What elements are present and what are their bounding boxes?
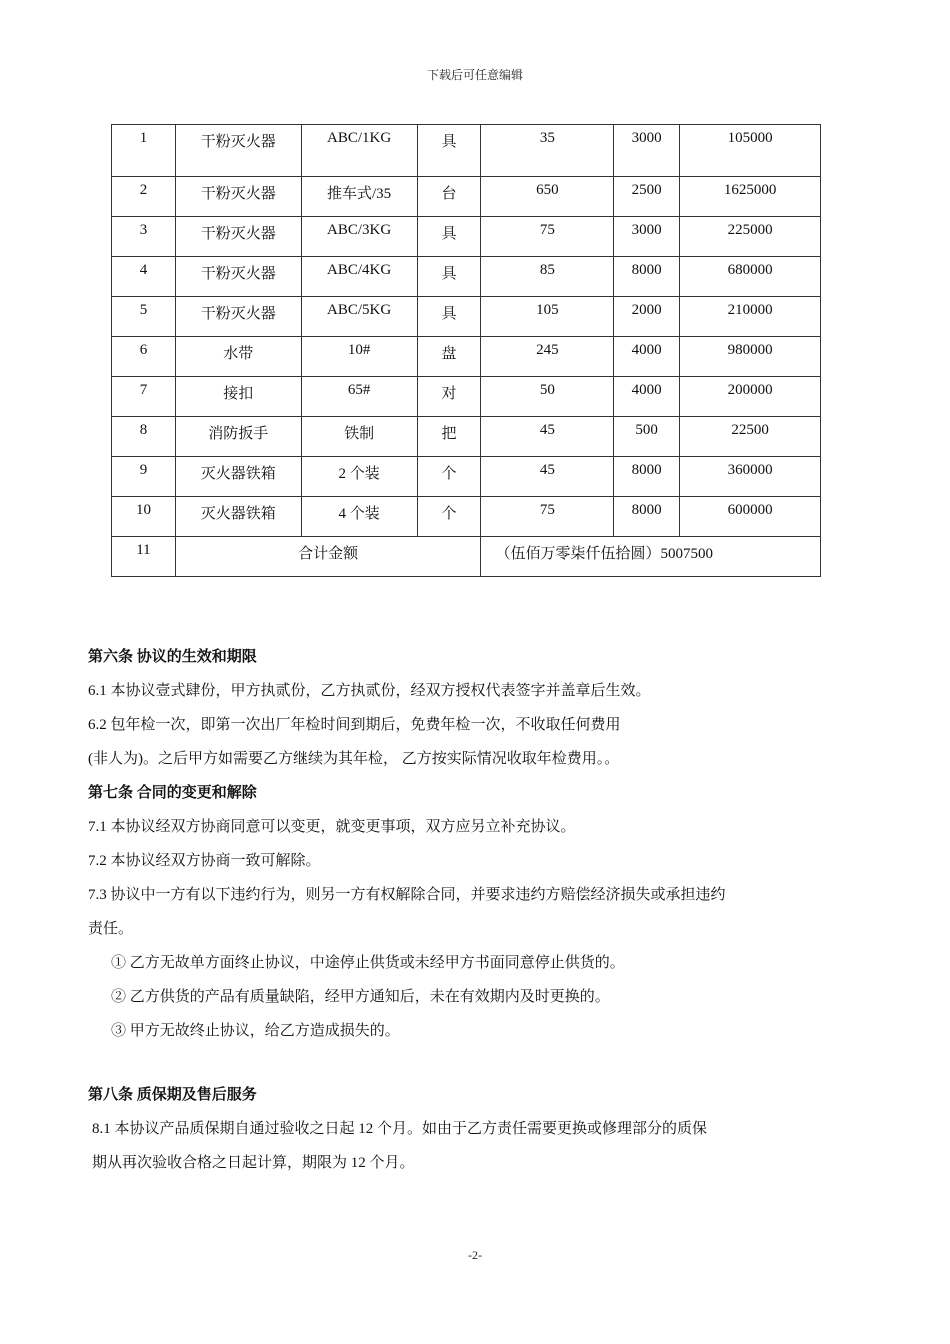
article6-heading: 第六条 协议的生效和期限: [88, 649, 257, 665]
item-quantity: 105: [481, 297, 614, 337]
clause-7-3-item-2: ② 乙方供货的产品有质量缺陷，经甲方通知后，未在有效期内及时更换的。: [111, 989, 610, 1005]
item-unit: 具: [417, 257, 481, 297]
item-spec: 65#: [301, 377, 417, 417]
item-quantity: 35: [481, 125, 614, 177]
item-spec: 推车式/35: [301, 177, 417, 217]
item-quantity: 45: [481, 457, 614, 497]
item-amount: 600000: [680, 497, 821, 537]
item-spec: 2 个装: [301, 457, 417, 497]
item-spec: ABC/4KG: [301, 257, 417, 297]
item-name: 消防扳手: [175, 417, 301, 457]
item-quantity: 45: [481, 417, 614, 457]
item-amount: 225000: [680, 217, 821, 257]
item-name: 灭火器铁箱: [175, 497, 301, 537]
item-unit-price: 8000: [614, 457, 680, 497]
contract-body: [88, 640, 848, 1180]
item-amount: 200000: [680, 377, 821, 417]
clause-6-1: 6.1 本协议壹式肆份，甲方执贰份，乙方执贰份，经双方授权代表签字并盖章后生效。: [88, 683, 651, 699]
item-quantity: 85: [481, 257, 614, 297]
table-row: [112, 217, 821, 257]
clause-7-2: 7.2 本协议经双方协商一致可解除。: [88, 853, 321, 869]
item-amount: 360000: [680, 457, 821, 497]
item-unit-price: 500: [614, 417, 680, 457]
item-unit: 把: [417, 417, 481, 457]
article7-heading: 第七条 合同的变更和解除: [88, 785, 257, 801]
items-table-body: [112, 125, 821, 537]
article8-heading: 第八条 质保期及售后服务: [88, 1087, 257, 1103]
item-name: 接扣: [175, 377, 301, 417]
item-number: 4: [112, 257, 176, 297]
item-spec: ABC/1KG: [301, 125, 417, 177]
item-number: 3: [112, 217, 176, 257]
table-row: [112, 497, 821, 537]
item-name: 干粉灭火器: [175, 297, 301, 337]
item-amount: 105000: [680, 125, 821, 177]
items-table: [111, 124, 821, 577]
total-amount: （伍佰万零柒仟伍拾圆）5007500: [481, 537, 821, 577]
item-spec: 铁制: [301, 417, 417, 457]
table-row: [112, 377, 821, 417]
item-unit-price: 3000: [614, 125, 680, 177]
item-unit: 台: [417, 177, 481, 217]
clause-8-1-line1: 8.1 本协议产品质保期自通过验收之日起 12 个月。如由于乙方责任需要更换或修理部分的质保: [92, 1121, 708, 1137]
item-number: 5: [112, 297, 176, 337]
table-row: [112, 337, 821, 377]
clause-7-3-line2: 责任。: [88, 921, 134, 937]
item-amount: 22500: [680, 417, 821, 457]
item-name: 水带: [175, 337, 301, 377]
table-row: [112, 257, 821, 297]
table-row: [112, 297, 821, 337]
item-name: 干粉灭火器: [175, 125, 301, 177]
table-row: [112, 125, 821, 177]
item-name: 干粉灭火器: [175, 217, 301, 257]
item-quantity: 650: [481, 177, 614, 217]
item-unit: 个: [417, 497, 481, 537]
item-quantity: 75: [481, 217, 614, 257]
item-amount: 1625000: [680, 177, 821, 217]
item-amount: 980000: [680, 337, 821, 377]
total-row-number: 11: [112, 537, 176, 577]
item-name: 干粉灭火器: [175, 257, 301, 297]
table-row: [112, 177, 821, 217]
item-number: 9: [112, 457, 176, 497]
item-unit-price: 8000: [614, 497, 680, 537]
item-unit-price: 4000: [614, 337, 680, 377]
table-row: [112, 457, 821, 497]
item-number: 6: [112, 337, 176, 377]
item-quantity: 75: [481, 497, 614, 537]
item-unit: 具: [417, 217, 481, 257]
item-unit: 对: [417, 377, 481, 417]
item-unit-price: 4000: [614, 377, 680, 417]
item-unit: 盘: [417, 337, 481, 377]
item-amount: 210000: [680, 297, 821, 337]
item-unit: 个: [417, 457, 481, 497]
clause-7-1: 7.1 本协议经双方协商同意可以变更，就变更事项，双方应另立补充协议。: [88, 819, 576, 835]
item-amount: 680000: [680, 257, 821, 297]
clause-7-3-item-1: ① 乙方无故单方面终止协议，中途停止供货或未经甲方书面同意停止供货的。: [111, 955, 625, 971]
item-number: 8: [112, 417, 176, 457]
clause-6-2-line2: (非人为)。之后甲方如需要乙方继续为其年检， 乙方按实际情况收取年检费用。。: [88, 751, 620, 767]
clause-7-3-line1: 7.3 协议中一方有以下违约行为，则另一方有权解除合同，并要求违约方赔偿经济损失或承担违约: [88, 887, 726, 903]
item-unit-price: 8000: [614, 257, 680, 297]
item-quantity: 50: [481, 377, 614, 417]
item-unit-price: 2500: [614, 177, 680, 217]
item-unit-price: 3000: [614, 217, 680, 257]
clause-6-2-line1: 6.2 包年检一次，即第一次出厂年检时间到期后，免费年检一次，不收取任何费用: [88, 717, 621, 733]
item-number: 1: [112, 125, 176, 177]
clause-7-3-item-3: ③ 甲方无故终止协议，给乙方造成损失的。: [111, 1023, 400, 1039]
item-quantity: 245: [481, 337, 614, 377]
item-unit-price: 2000: [614, 297, 680, 337]
table-row: [112, 417, 821, 457]
item-name: 干粉灭火器: [175, 177, 301, 217]
total-label: 合计金额: [175, 537, 481, 577]
item-spec: 10#: [301, 337, 417, 377]
item-unit: 具: [417, 297, 481, 337]
item-name: 灭火器铁箱: [175, 457, 301, 497]
item-spec: ABC/3KG: [301, 217, 417, 257]
page-header: 下载后可任意编辑: [426, 68, 523, 82]
page-number: -2-: [468, 1248, 482, 1262]
item-number: 7: [112, 377, 176, 417]
item-spec: 4 个装: [301, 497, 417, 537]
item-number: 10: [112, 497, 176, 537]
total-row: [112, 537, 821, 577]
item-spec: ABC/5KG: [301, 297, 417, 337]
clause-8-1-line2: 期从再次验收合格之日起计算，期限为 12 个月。: [92, 1155, 415, 1171]
item-unit: 具: [417, 125, 481, 177]
item-number: 2: [112, 177, 176, 217]
